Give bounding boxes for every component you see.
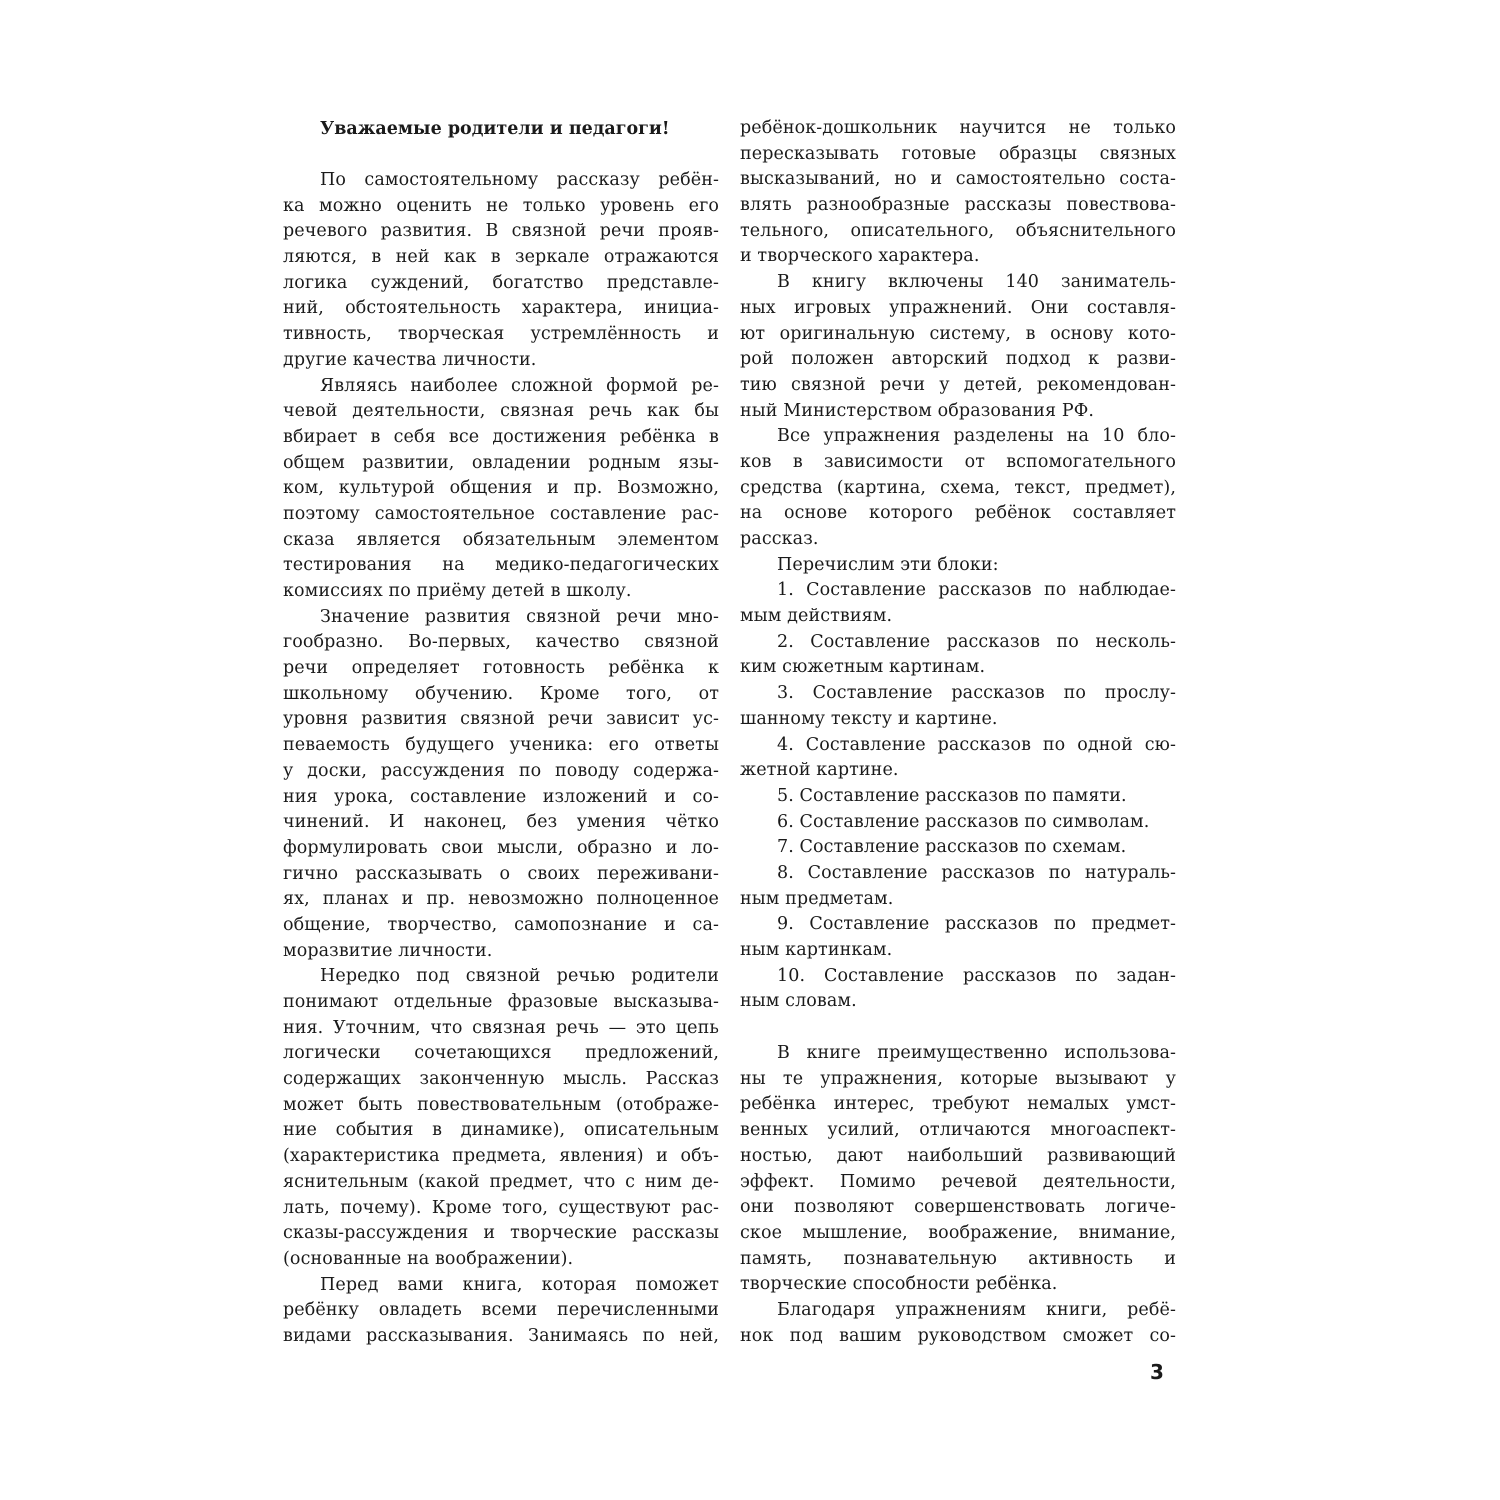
right-text-line: венных усилий, отличаются многоаспект- <box>740 1120 1176 1141</box>
left-text-line: содержащих законченную мысль. Рассказ <box>283 1069 719 1090</box>
right-text-line: ный Министерством образования РФ. <box>740 400 1094 421</box>
left-text-line: тивность, творческая устремлённость и <box>283 324 719 345</box>
right-text-line: шанному тексту и картине. <box>740 708 998 729</box>
right-text-line: ным предметам. <box>740 888 894 909</box>
right-text-line: 4. Составление рассказов по одной сю- <box>777 734 1176 755</box>
left-text-line: ляются, в ней как в зеркале отражаются <box>283 247 719 268</box>
left-text-line: Перед вами книга, которая поможет <box>320 1274 719 1295</box>
left-text-line: общем развитии, овладении родным язы- <box>283 452 719 473</box>
left-text-line: уровня развития связной речи зависит ус- <box>283 709 719 730</box>
right-text-line: 5. Составление рассказов по памяти. <box>777 785 1127 806</box>
right-text-line: ным словам. <box>740 991 857 1012</box>
left-text-line: Являясь наиболее сложной формой ре- <box>320 375 719 396</box>
left-text-line: ка можно оценить не только уровень его <box>283 195 719 216</box>
right-text-line: средства (картина, схема, текст, предмет), <box>740 477 1176 498</box>
left-text-line: чевой деятельности, связная речь как бы <box>283 401 719 422</box>
left-text-line: речевого развития. В связной речи прояв- <box>283 221 719 242</box>
right-text-line: 1. Составление рассказов по наблюдае- <box>777 580 1176 601</box>
right-text-line: рассказ. <box>740 529 819 549</box>
right-text-line: высказываний, но и самостоятельно соста- <box>740 169 1176 190</box>
left-text-line: ние события в динамике), описательным <box>283 1120 719 1141</box>
left-text-line: речи определяет готовность ребёнка к <box>283 658 719 679</box>
right-text-line: ностью, дают наибольший развивающий <box>740 1145 1176 1166</box>
left-text-line: логика суждений, богатство представле- <box>283 272 719 293</box>
right-text-line: ют оригинальную систему, в основу кото- <box>740 323 1176 344</box>
left-text-line: сказы-рассуждения и творческие рассказы <box>283 1223 719 1244</box>
page-number: 3 <box>1150 1360 1164 1384</box>
right-text-line: Перечислим эти блоки: <box>777 554 999 575</box>
right-text-line: Благодаря упражнениям книги, ребё- <box>777 1299 1176 1320</box>
left-text-line: ком, культурой общения и пр. Возможно, <box>283 478 719 499</box>
left-text-line: (характеристика предмета, явления) и объ- <box>283 1146 719 1167</box>
left-text-line: яснительным (какой предмет, что с ним де- <box>283 1171 719 1192</box>
right-text-line: рой положен авторский подход к разви- <box>740 349 1176 370</box>
left-text-line: По самостоятельному рассказу ребён- <box>320 170 719 190</box>
left-text-line: понимают отдельные фразовые высказыва- <box>283 992 719 1012</box>
left-text-line: школьному обучению. Кроме того, от <box>283 683 719 704</box>
right-text-line: ребёнок-дошкольник научится не только <box>740 118 1176 138</box>
left-text-line: Значение развития связной речи мно- <box>320 606 719 627</box>
right-text-line: ребёнка интерес, требуют немалых умст- <box>740 1094 1176 1115</box>
left-text-line: ния. Уточним, что связная речь — это цепь <box>283 1017 719 1038</box>
right-text-line: В книгу включены 140 заниматель- <box>777 272 1176 293</box>
right-column <box>740 116 1176 1349</box>
right-text-line: 8. Составление рассказов по натураль- <box>777 862 1176 883</box>
right-text-line: 9. Составление рассказов по предмет- <box>777 914 1176 935</box>
right-text-line: 6. Составление рассказов по символам. <box>777 811 1150 832</box>
left-text-line: поэтому самостоятельное составление рас- <box>283 503 719 524</box>
right-text-line: ны те упражнения, которые вызывают у <box>740 1068 1176 1089</box>
right-text-line: память, познавательную активность и <box>740 1248 1176 1269</box>
left-text-line: лать, почему). Кроме того, существуют рас- <box>283 1197 719 1218</box>
left-text-line: вбирает в себя все достижения ребёнка в <box>283 426 719 447</box>
left-text-line: ний, обстоятельность характера, инициа- <box>283 298 719 319</box>
right-text-line: они позволяют совершенствовать логиче- <box>740 1197 1176 1218</box>
left-text-line: гообразно. Во-первых, качество связной <box>283 632 719 653</box>
left-text-line: моразвитие личности. <box>283 940 493 961</box>
right-text-line: нок под вашим руководством сможет со- <box>740 1325 1176 1346</box>
right-column-text <box>740 116 1176 1349</box>
right-text-line: жетной картине. <box>740 760 899 781</box>
left-text-line: гично рассказывать о своих переживани- <box>283 863 719 884</box>
right-text-line: 10. Составление рассказов по задан- <box>777 965 1176 986</box>
left-text-line: формулировать свои мысли, образно и ло- <box>283 837 719 858</box>
left-text-line: ния урока, составление изложений и со- <box>283 786 719 807</box>
left-text-line: певаемость будущего ученика: его ответы <box>283 735 719 756</box>
left-text-line: тестирования на медико-педагогических <box>283 555 719 576</box>
left-text-line: (основанные на воображении). <box>283 1248 574 1269</box>
page-heading: Уважаемые родители и педагоги! <box>320 119 670 139</box>
left-text-line: сказа является обязательным элементом <box>283 529 719 550</box>
right-text-line: пересказывать готовые образцы связных <box>740 143 1176 164</box>
left-column <box>283 116 719 1350</box>
right-text-line: ское мышление, воображение, внимание, <box>740 1222 1176 1243</box>
left-text-line: логически сочетающихся предложений, <box>283 1043 719 1064</box>
right-text-line: на основе которого ребёнок составляет <box>740 503 1176 524</box>
right-text-line: и творческого характера. <box>740 246 980 267</box>
left-text-line: Нередко под связной речью родители <box>320 966 719 987</box>
right-text-line: 7. Составление рассказов по схемам. <box>777 837 1127 858</box>
right-text-line: тельного, описательного, объяснительного <box>740 220 1176 241</box>
right-text-line: ных игровых упражнений. Они составля- <box>740 297 1176 318</box>
right-text-line: ким сюжетным картинам. <box>740 657 986 678</box>
right-text-line: ков в зависимости от вспомогательного <box>740 451 1176 472</box>
left-column-text <box>283 168 719 1350</box>
left-text-line: может быть повествовательным (отображе- <box>283 1094 719 1115</box>
right-text-line: В книге преимущественно использова- <box>777 1043 1176 1064</box>
right-text-line: творческие способности ребёнка. <box>740 1274 1058 1295</box>
right-text-line: 2. Составление рассказов по несколь- <box>777 631 1176 652</box>
left-text-line: видами рассказывания. Занимаясь по ней, <box>283 1325 719 1346</box>
right-text-line: Все упражнения разделены на 10 бло- <box>777 426 1176 447</box>
right-text-line: мым действиям. <box>740 606 893 627</box>
left-text-line: чинений. И наконец, без умения чётко <box>283 812 719 833</box>
left-text-line: у доски, рассуждения по поводу содержа- <box>283 760 719 781</box>
right-text-line: эффект. Помимо речевой деятельности, <box>740 1171 1176 1192</box>
left-text-line: комиссиях по приёму детей в школу. <box>283 581 632 601</box>
left-text-line: общение, творчество, самопознание и са- <box>283 914 719 935</box>
right-text-line: ным картинкам. <box>740 940 893 960</box>
right-text-line: 3. Составление рассказов по прослу- <box>777 683 1176 704</box>
left-text-line: другие качества личности. <box>283 349 537 370</box>
left-text-line: ребёнку овладеть всеми перечисленными <box>283 1300 719 1321</box>
left-text-line: ях, планах и пр. невозможно полноценное <box>283 889 719 910</box>
right-text-line: влять разнообразные рассказы повествова- <box>740 195 1176 216</box>
right-text-line: тию связной речи у детей, рекомендован- <box>740 374 1176 395</box>
